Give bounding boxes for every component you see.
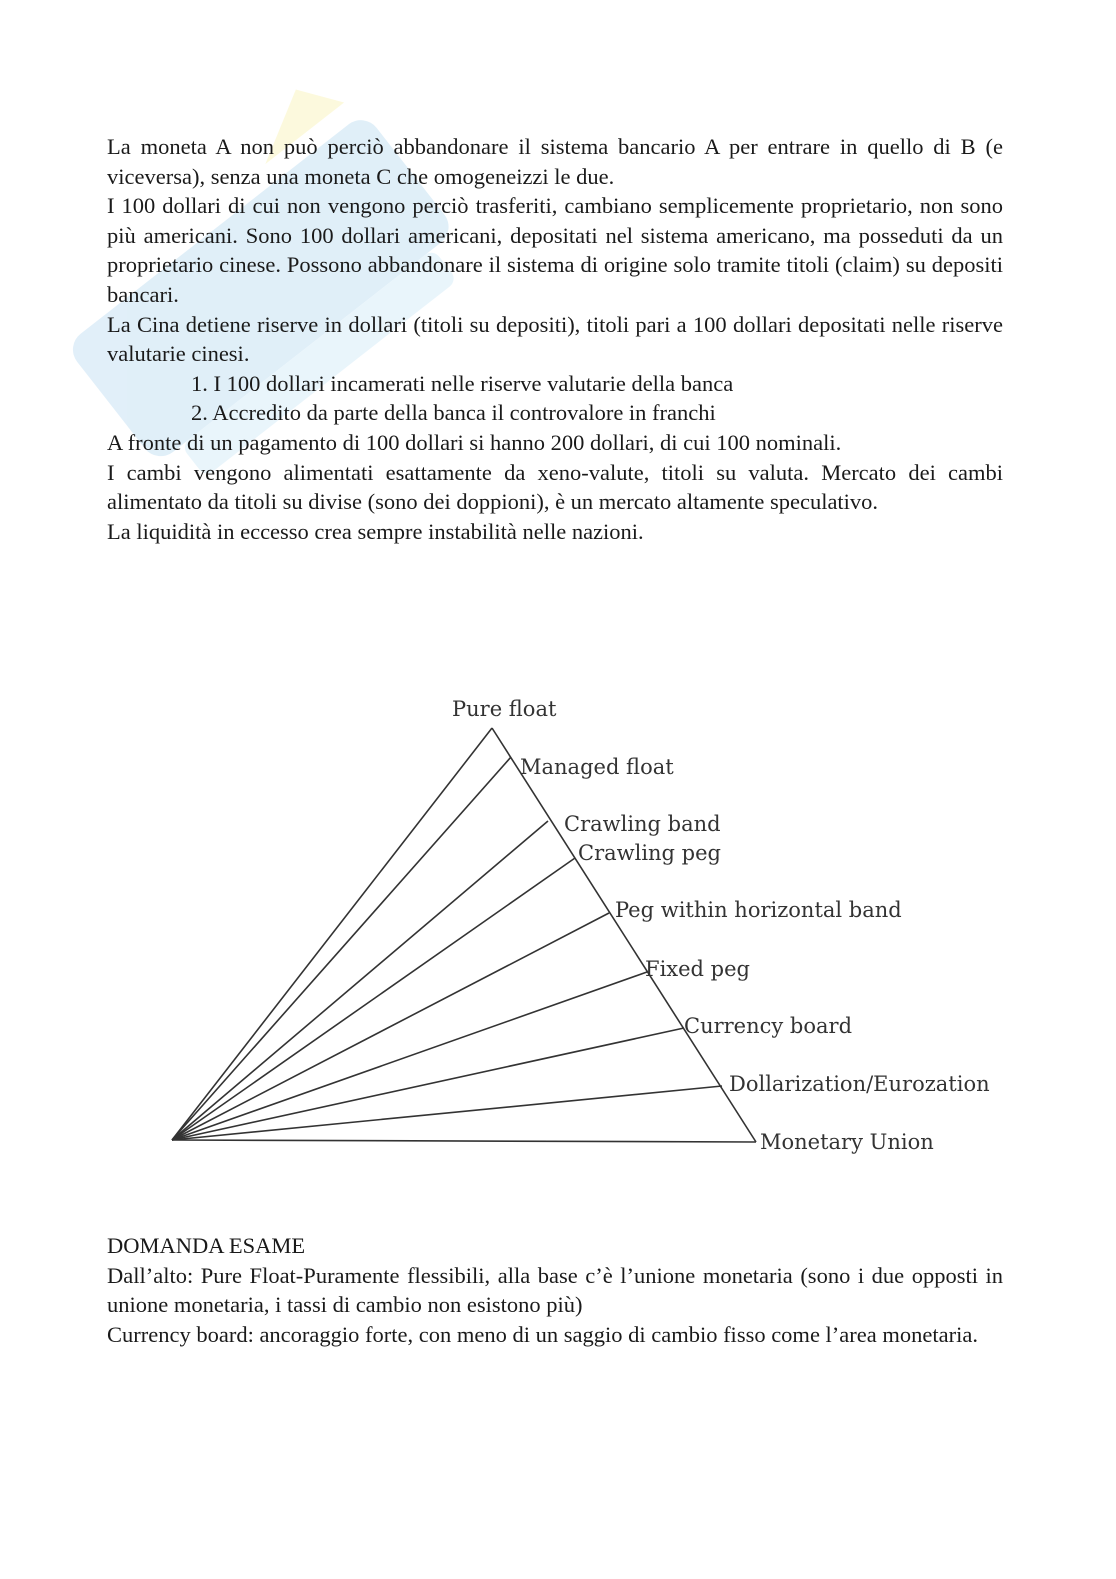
ray-crawling-peg [172,858,575,1140]
ray-peg-horizontal-band [172,913,609,1140]
paragraph: A fronte di un pagamento di 100 dollari si hanno 200 dollari, di cui 100 nominali. [107,429,842,455]
ray-crawling-band [172,821,548,1140]
triangle-right-edge [492,728,756,1142]
paragraph: La Cina detiene riserve in dollari (titoli su depositi), titoli pari a 100 dollari depositati nelle riserve valutarie cinesi. [107,311,1003,367]
label-dollarization: Dollarization/Eurozation [729,1072,990,1096]
label-pure-float: Pure float [452,697,557,721]
ray-managed-float [172,757,511,1140]
ray-currency-board [172,1028,684,1140]
body-text-bottom [107,1231,1003,1349]
triangle-left-edge [172,728,492,1140]
exam-heading: DOMANDA ESAME [107,1233,306,1258]
label-peg-horizontal-band: Peg within horizontal band [615,898,902,922]
paragraph: Currency board: ancoraggio forte, con meno di un saggio di cambio fisso come l’area monetaria. [107,1321,978,1347]
ray-dollarization [172,1086,722,1140]
list-item: 2. Accredito da parte della banca il controvalore in franchi [191,400,716,426]
triangle-base-edge [172,1140,756,1142]
paragraph: La moneta A non può perciò abbandonare il sistema bancario A per entrare in quello di B (e viceversa), senza una moneta C che omogeneizzi le due. [107,134,1003,189]
exchange-regime-triangle-diagram [160,690,1000,1170]
paragraph: I cambi vengono alimentati esattamente da xeno-valute, titoli su valuta. Mercato dei cambi alimentato da titoli su divise (sono dei doppioni), è un mercato altamente speculativo. [107,459,1003,515]
paragraph: La liquidità in eccesso crea sempre instabilità nelle nazioni. [107,518,644,544]
label-crawling-peg: Crawling peg [578,841,721,865]
paragraph: I 100 dollari di cui non vengono perciò trasferiti, cambiano semplicemente proprietario, non sono più americani. Sono 100 dollari americani, depositati nel sistema americano, ma posseduti da un proprietario cinese. Possono abbandonare il sistema di origine solo tramite titoli (claim) su depositi bancari. [107,193,1003,307]
paragraph: Dall’alto: Pure Float-Puramente flessibili, alla base c’è l’unione monetaria (sono i due opposti in unione monetaria, i tassi di cambio non esistono più) [107,1262,1003,1318]
list-item: 1. I 100 dollari incamerati nelle riserve valutarie della banca [191,370,734,396]
ray-fixed-peg [172,972,647,1140]
label-fixed-peg: Fixed peg [645,957,750,981]
label-monetary-union: Monetary Union [760,1130,934,1154]
label-currency-board: Currency board [684,1014,853,1038]
label-managed-float: Managed float [520,755,674,779]
body-text-top [107,132,1003,546]
label-crawling-band: Crawling band [564,812,721,836]
